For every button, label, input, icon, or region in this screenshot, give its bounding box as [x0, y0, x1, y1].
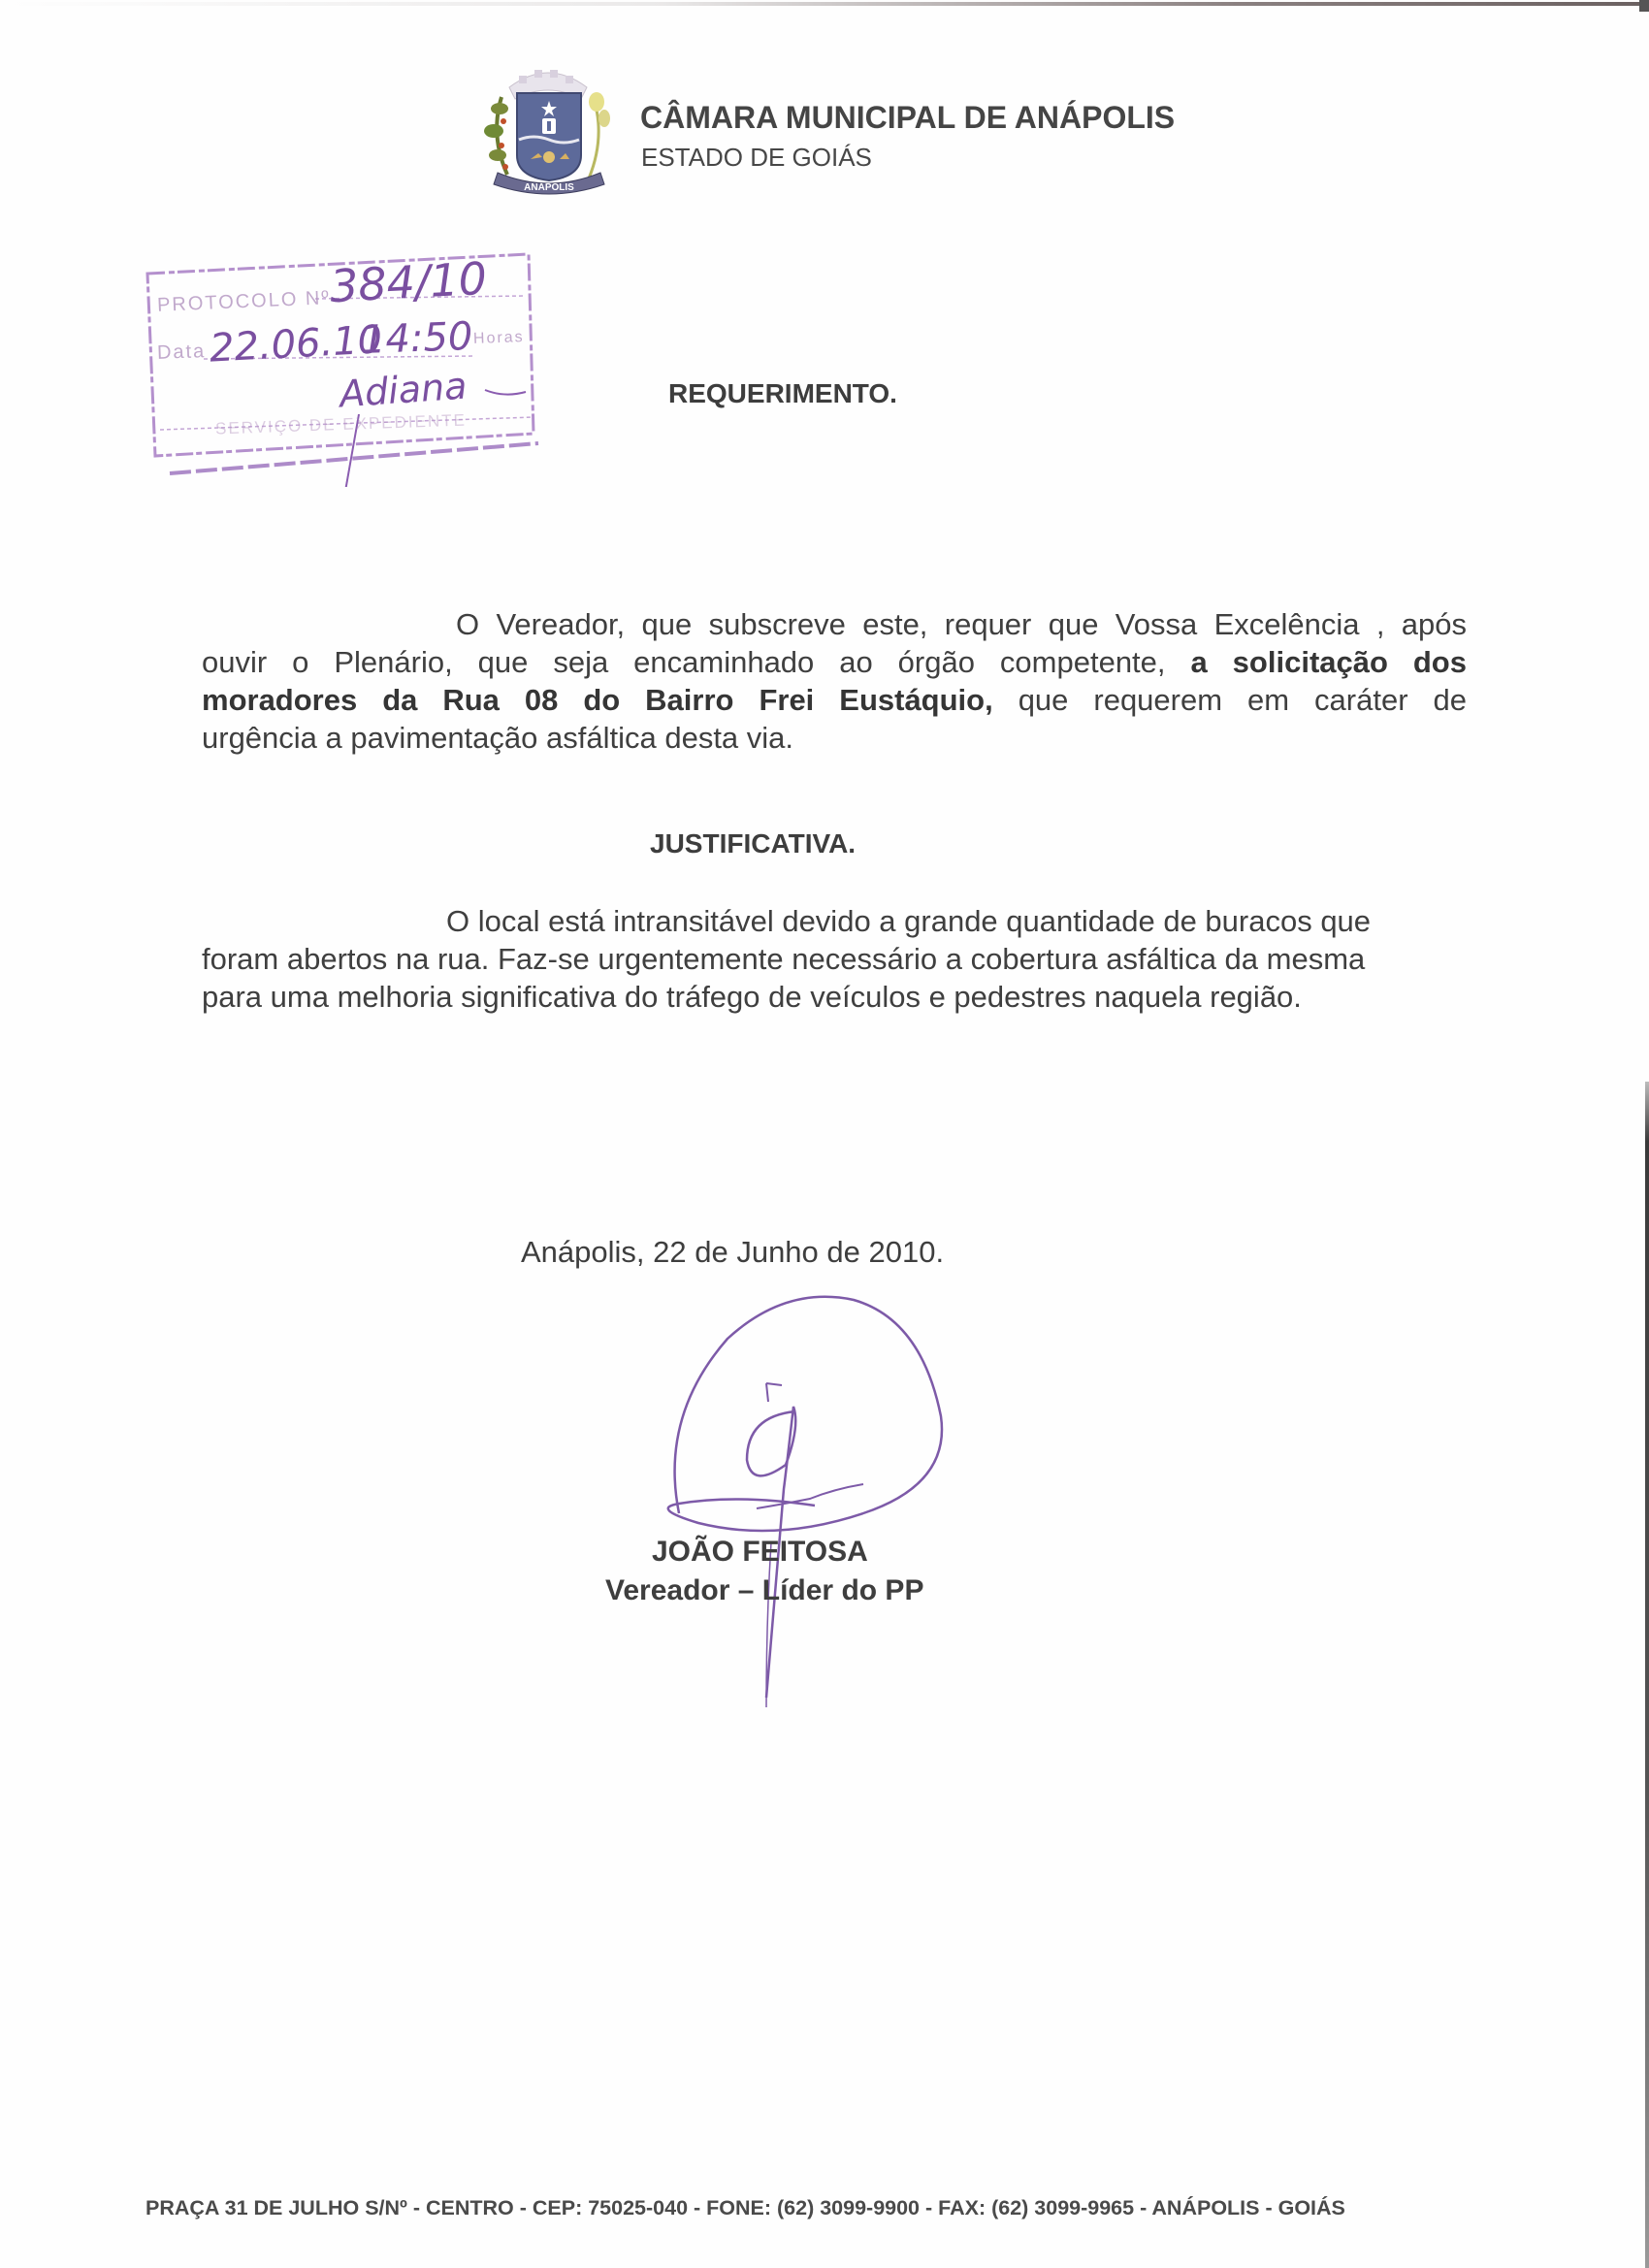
place-date: Anápolis, 22 de Junho de 2010.	[521, 1235, 945, 1269]
signer-role: Vereador – Líder do PP	[605, 1574, 924, 1606]
coat-of-arms-icon	[480, 58, 616, 204]
justification-title: JUSTIFICATIVA.	[650, 828, 857, 859]
request-line: moradores da Rua 08 do Bairro Frei Eustáquio, que requerem em caráter de	[202, 683, 1467, 717]
stamp-protocol-number: 384/10	[328, 251, 489, 313]
stamp-department-label: SERVIÇO DE EXPEDIENTE	[214, 410, 468, 438]
stamp-date-label: Data	[156, 340, 207, 364]
justification-line: foram abertos na rua. Faz-se urgentemente necessário a cobertura asfáltica da mesma	[202, 942, 1366, 976]
signer-name: JOÃO FEITOSA	[652, 1536, 868, 1568]
stamp-hours-label: Horas	[472, 329, 525, 347]
protocol-stamp	[136, 235, 543, 477]
organization-subtitle: ESTADO DE GOIÁS	[641, 143, 872, 172]
stamp-time-value: 14:50	[360, 314, 474, 363]
scan-edge-top	[0, 2, 1649, 6]
stamp-protocol-label: PROTOCOLO Nº	[156, 287, 332, 316]
request-line: urgência a pavimentação asfáltica desta via.	[202, 721, 794, 755]
request-line: ouvir o Plenário, que seja encaminhado ao órgão competente, a solicitação dos	[202, 645, 1467, 679]
justification-line: O local está intransitável devido a grande quantidade de buracos que	[446, 904, 1372, 938]
request-paragraph	[202, 605, 1467, 757]
scan-edge-right	[1645, 1082, 1649, 2268]
handwritten-signature	[640, 1280, 970, 1727]
request-line: O Vereador, que subscreve este, requer que Vossa Excelência , após	[456, 607, 1467, 641]
justification-paragraph	[202, 902, 1463, 1016]
organization-title: CÂMARA MUNICIPAL DE ANÁPOLIS	[640, 100, 1176, 135]
footer-address: PRAÇA 31 DE JULHO S/Nº - CENTRO - CEP: 75025-040 - FONE: (62) 3099-9900 - FAX: (62) 3099-9965 - ANÁPOLIS - GOIÁS	[146, 2196, 1345, 2219]
document-title: REQUERIMENTO.	[668, 378, 897, 408]
crest-motto: ANÁPOLIS	[524, 182, 574, 193]
stamp-receiver-signature: Adiana	[338, 364, 469, 416]
justification-line: para uma melhoria significativa do tráfego de veículos e pedestres naquela região.	[202, 980, 1302, 1014]
scan-edge-corner	[1639, 0, 1649, 12]
stamp-date-value: 22.06.10	[208, 317, 384, 372]
